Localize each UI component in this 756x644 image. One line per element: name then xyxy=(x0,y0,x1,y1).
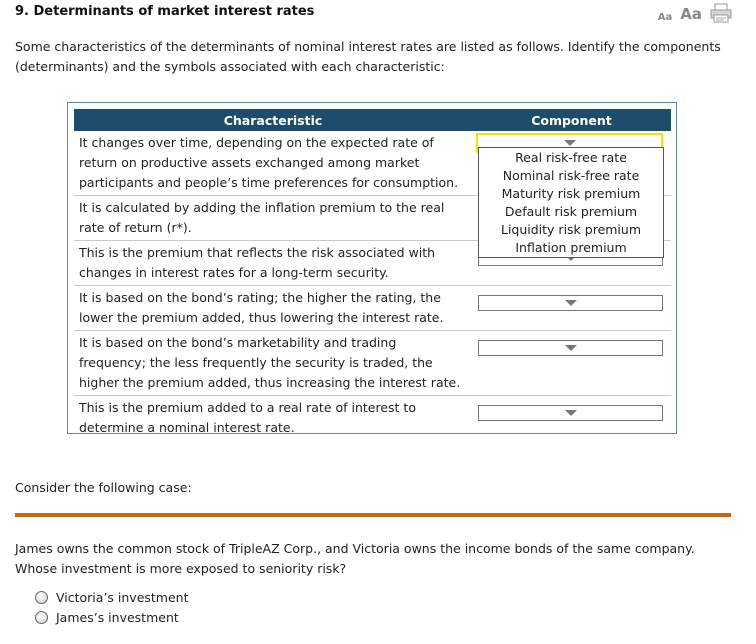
component-dropdown[interactable] xyxy=(478,405,663,421)
table-row xyxy=(74,396,671,441)
dropdown-option[interactable]: Maturity risk premium xyxy=(501,186,641,201)
header-component: Component xyxy=(472,109,671,131)
consider-text: Consider the following case: xyxy=(15,480,192,495)
table-row xyxy=(74,331,671,396)
section-divider xyxy=(15,513,731,517)
component-dropdown[interactable] xyxy=(478,340,663,356)
characteristic-text: It is based on the bond’s rating; the higher the rating, the lower the premium added, thus lowering the interest rate. xyxy=(74,286,472,331)
dropdown-options-list xyxy=(478,147,664,258)
header-characteristic: Characteristic xyxy=(74,109,472,131)
component-dropdown[interactable] xyxy=(478,295,663,311)
answer-option-james[interactable] xyxy=(35,610,179,625)
chevron-down-icon xyxy=(565,345,577,351)
chevron-down-icon xyxy=(565,410,577,416)
dropdown-option[interactable]: Real risk-free rate xyxy=(515,150,627,165)
dropdown-option[interactable]: Nominal risk-free rate xyxy=(502,168,640,183)
component-cell xyxy=(472,331,671,396)
font-large-button[interactable]: Aa xyxy=(680,5,702,23)
case-question: James owns the common stock of TripleAZ Corp., and Victoria owns the income bonds of the same company. Whose investment is more exposed to seniority risk? xyxy=(15,541,695,576)
answer-option-label: Victoria’s investment xyxy=(56,590,189,605)
chevron-down-icon xyxy=(565,300,577,306)
question-intro: Some characteristics of the determinants of nominal interest rates are listed as follows. Identify the components (determinants) and the symbols associated with each characteristic: xyxy=(15,39,721,74)
characteristic-text: It changes over time, depending on the expected rate of return on productive assets exchanged among market participants and people’s time preferences for consumption. xyxy=(74,131,472,196)
characteristic-text: It is based on the bond’s marketability and trading frequency; the less frequently the security is traded, the higher the premium added, thus increasing the interest rate. xyxy=(74,331,472,396)
characteristic-text: This is the premium that reflects the risk associated with changes in interest rates for a long-term security. xyxy=(74,241,472,286)
characteristic-text: It is calculated by adding the inflation premium to the real rate of return (r*). xyxy=(74,196,472,241)
table-row xyxy=(74,286,671,331)
component-cell xyxy=(472,396,671,441)
font-size-tools xyxy=(658,3,732,23)
answer-option-victoria[interactable] xyxy=(35,590,189,605)
characteristic-text: This is the premium added to a real rate of interest to determine a nominal interest rate. xyxy=(79,400,416,435)
chevron-down-icon xyxy=(564,140,576,146)
answer-option-label: James’s investment xyxy=(56,610,179,625)
question-title: 9. Determinants of market interest rates xyxy=(15,4,315,19)
radio-button[interactable] xyxy=(35,591,48,604)
dropdown-option[interactable]: Inflation premium xyxy=(515,240,627,255)
printer-icon[interactable] xyxy=(710,3,732,23)
radio-button[interactable] xyxy=(35,611,48,624)
font-small-button[interactable]: Aa xyxy=(657,12,673,23)
dropdown-option[interactable]: Liquidity risk premium xyxy=(500,222,642,237)
component-cell xyxy=(472,286,671,331)
dropdown-option[interactable]: Default risk premium xyxy=(504,204,638,219)
